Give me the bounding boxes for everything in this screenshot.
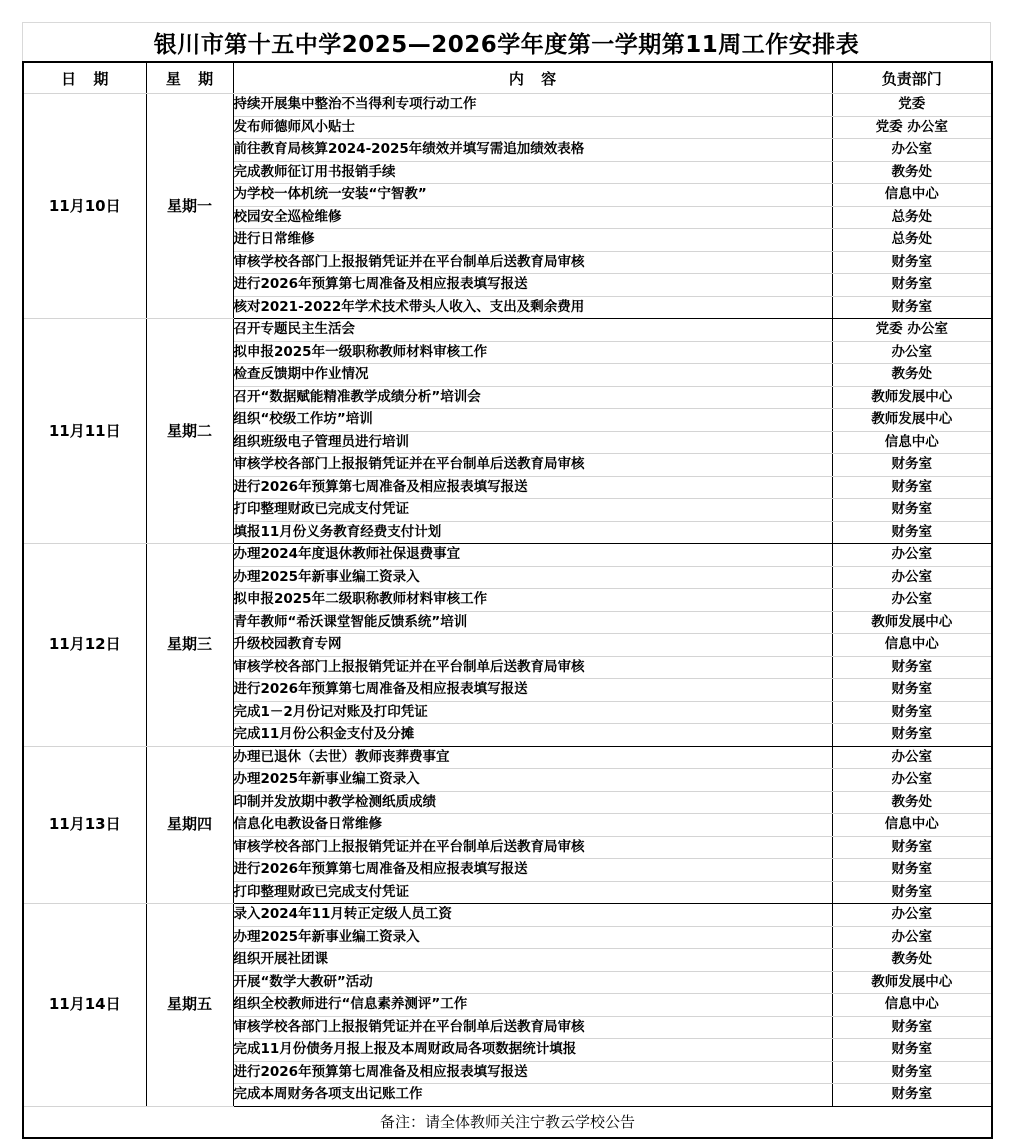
department-cell: 财务室	[832, 859, 992, 882]
content-cell: 持续开展集中整治不当得利专项行动工作	[233, 94, 832, 117]
department-cell: 教师发展中心	[832, 611, 992, 634]
title-band	[22, 22, 991, 61]
content-cell: 发布师德师风小贴士	[233, 116, 832, 139]
column-header-date: 日 期	[23, 62, 146, 94]
date-cell: 11月10日	[23, 94, 146, 319]
table-row	[23, 544, 992, 567]
table-footer	[23, 1106, 992, 1138]
content-cell: 组织班级电子管理员进行培训	[233, 431, 832, 454]
department-cell: 财务室	[832, 296, 992, 319]
content-cell: 信息化电教设备日常维修	[233, 814, 832, 837]
department-cell: 党委	[832, 94, 992, 117]
department-cell: 办公室	[832, 566, 992, 589]
content-cell: 升级校园教育专网	[233, 634, 832, 657]
department-cell: 总务处	[832, 206, 992, 229]
department-cell: 办公室	[832, 746, 992, 769]
department-cell: 办公室	[832, 341, 992, 364]
content-cell: 完成1－2月份记对账及打印凭证	[233, 701, 832, 724]
department-cell: 财务室	[832, 274, 992, 297]
weekday-cell: 星期五	[146, 904, 233, 1107]
header-row	[23, 62, 992, 94]
content-cell: 校园安全巡检维修	[233, 206, 832, 229]
date-cell: 11月13日	[23, 746, 146, 904]
department-cell: 财务室	[832, 521, 992, 544]
department-cell: 信息中心	[832, 184, 992, 207]
department-cell: 信息中心	[832, 634, 992, 657]
department-cell: 财务室	[832, 836, 992, 859]
department-cell: 教务处	[832, 949, 992, 972]
content-cell: 组织开展社团课	[233, 949, 832, 972]
table-row	[23, 904, 992, 927]
department-cell: 总务处	[832, 229, 992, 252]
content-cell: 完成11月份公积金支付及分摊	[233, 724, 832, 747]
department-cell: 财务室	[832, 454, 992, 477]
content-cell: 办理2024年度退休教师社保退费事宜	[233, 544, 832, 567]
content-cell: 打印整理财政已完成支付凭证	[233, 499, 832, 522]
worksheet	[22, 22, 991, 1139]
content-cell: 进行日常维修	[233, 229, 832, 252]
content-cell: 前往教育局核算2024-2025年绩效并填写需追加绩效表格	[233, 139, 832, 162]
date-cell: 11月11日	[23, 319, 146, 544]
content-cell: 完成本周财务各项支出记账工作	[233, 1084, 832, 1107]
department-cell: 信息中心	[832, 814, 992, 837]
column-header-department: 负责部门	[832, 62, 992, 94]
date-cell: 11月14日	[23, 904, 146, 1107]
date-cell: 11月12日	[23, 544, 146, 747]
department-cell: 办公室	[832, 926, 992, 949]
content-cell: 进行2026年预算第七周准备及相应报表填写报送	[233, 679, 832, 702]
content-cell: 录入2024年11月转正定级人员工资	[233, 904, 832, 927]
department-cell: 财务室	[832, 1084, 992, 1107]
department-cell: 党委 办公室	[832, 319, 992, 342]
content-cell: 印制并发放期中教学检测纸质成绩	[233, 791, 832, 814]
table-header	[23, 62, 992, 94]
content-cell: 进行2026年预算第七周准备及相应报表填写报送	[233, 1061, 832, 1084]
department-cell: 信息中心	[832, 994, 992, 1017]
content-cell: 组织“校级工作坊”培训	[233, 409, 832, 432]
content-cell: 为学校一体机统一安装“宁智教”	[233, 184, 832, 207]
weekday-cell: 星期三	[146, 544, 233, 747]
content-cell: 办理2025年新事业编工资录入	[233, 926, 832, 949]
department-cell: 财务室	[832, 701, 992, 724]
department-cell: 教师发展中心	[832, 409, 992, 432]
department-cell: 党委 办公室	[832, 116, 992, 139]
content-cell: 进行2026年预算第七周准备及相应报表填写报送	[233, 859, 832, 882]
content-cell: 核对2021-2022年学术技术带头人收入、支出及剩余费用	[233, 296, 832, 319]
table-row	[23, 746, 992, 769]
department-cell: 办公室	[832, 139, 992, 162]
content-cell: 完成教师征订用书报销手续	[233, 161, 832, 184]
department-cell: 教师发展中心	[832, 971, 992, 994]
department-cell: 办公室	[832, 769, 992, 792]
table-body	[23, 94, 992, 1107]
department-cell: 财务室	[832, 881, 992, 904]
department-cell: 财务室	[832, 251, 992, 274]
content-cell: 审核学校各部门上报报销凭证并在平台制单后送教育局审核	[233, 1016, 832, 1039]
content-cell: 组织全校教师进行“信息素养测评”工作	[233, 994, 832, 1017]
content-cell: 进行2026年预算第七周准备及相应报表填写报送	[233, 274, 832, 297]
content-cell: 检查反馈期中作业情况	[233, 364, 832, 387]
column-header-weekday: 星 期	[146, 62, 233, 94]
department-cell: 教师发展中心	[832, 386, 992, 409]
department-cell: 财务室	[832, 656, 992, 679]
weekday-cell: 星期一	[146, 94, 233, 319]
table-row	[23, 319, 992, 342]
department-cell: 信息中心	[832, 431, 992, 454]
department-cell: 财务室	[832, 476, 992, 499]
department-cell: 财务室	[832, 1061, 992, 1084]
content-cell: 办理2025年新事业编工资录入	[233, 769, 832, 792]
content-cell: 进行2026年预算第七周准备及相应报表填写报送	[233, 476, 832, 499]
department-cell: 办公室	[832, 589, 992, 612]
department-cell: 财务室	[832, 1016, 992, 1039]
table-row	[23, 94, 992, 117]
content-cell: 拟申报2025年二级职称教师材料审核工作	[233, 589, 832, 612]
footer-note: 备注：请全体教师关注宁教云学校公告	[23, 1106, 992, 1138]
content-cell: 召开专题民主生活会	[233, 319, 832, 342]
content-cell: 开展“数学大教研”活动	[233, 971, 832, 994]
content-cell: 填报11月份义务教育经费支付计划	[233, 521, 832, 544]
weekday-cell: 星期四	[146, 746, 233, 904]
content-cell: 审核学校各部门上报报销凭证并在平台制单后送教育局审核	[233, 251, 832, 274]
content-cell: 审核学校各部门上报报销凭证并在平台制单后送教育局审核	[233, 656, 832, 679]
column-header-content: 内 容	[233, 62, 832, 94]
department-cell: 办公室	[832, 544, 992, 567]
content-cell: 召开“数据赋能精准教学成绩分析”培训会	[233, 386, 832, 409]
content-cell: 审核学校各部门上报报销凭证并在平台制单后送教育局审核	[233, 454, 832, 477]
content-cell: 办理已退休（去世）教师丧葬费事宜	[233, 746, 832, 769]
department-cell: 办公室	[832, 904, 992, 927]
footer-row	[23, 1106, 992, 1138]
department-cell: 教务处	[832, 161, 992, 184]
content-cell: 青年教师“希沃课堂智能反馈系统”培训	[233, 611, 832, 634]
page-title: 银川市第十五中学2025—2026学年度第一学期第11周工作安排表	[153, 31, 860, 58]
weekday-cell: 星期二	[146, 319, 233, 544]
content-cell: 完成11月份债务月报上报及本周财政局各项数据统计填报	[233, 1039, 832, 1062]
department-cell: 财务室	[832, 724, 992, 747]
department-cell: 财务室	[832, 499, 992, 522]
content-cell: 打印整理财政已完成支付凭证	[233, 881, 832, 904]
content-cell: 审核学校各部门上报报销凭证并在平台制单后送教育局审核	[233, 836, 832, 859]
department-cell: 教务处	[832, 791, 992, 814]
content-cell: 拟申报2025年一级职称教师材料审核工作	[233, 341, 832, 364]
department-cell: 教务处	[832, 364, 992, 387]
department-cell: 财务室	[832, 1039, 992, 1062]
work-schedule-table	[22, 61, 993, 1139]
department-cell: 财务室	[832, 679, 992, 702]
content-cell: 办理2025年新事业编工资录入	[233, 566, 832, 589]
